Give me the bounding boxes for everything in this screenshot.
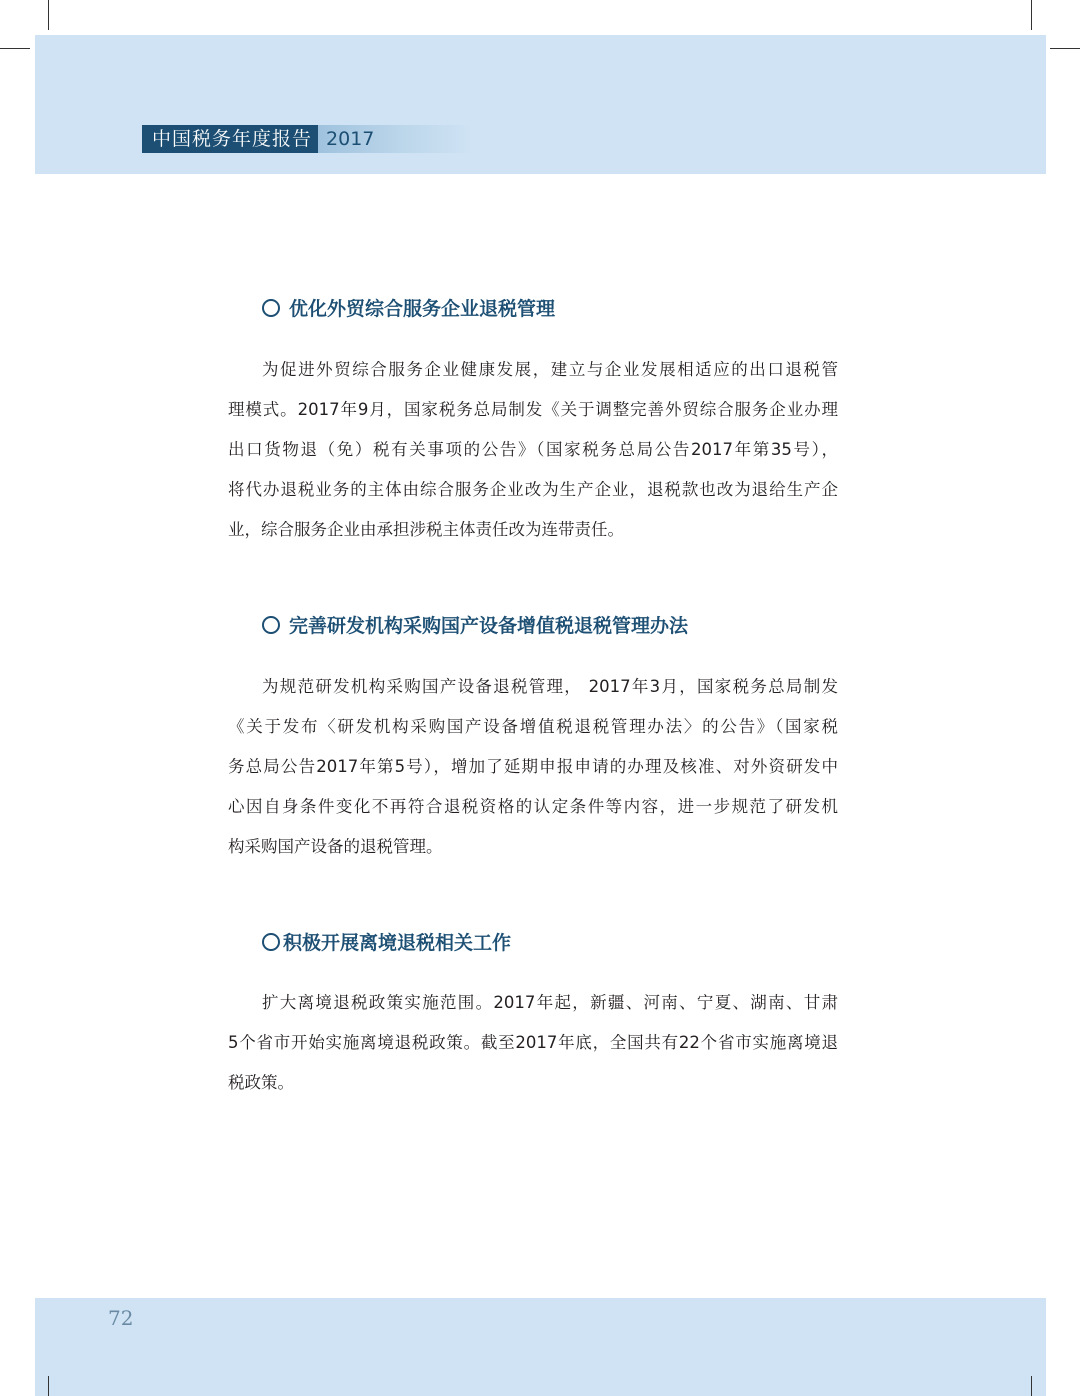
crop-mark [1050,48,1080,49]
paragraph-line: 扩大离境退税政策实施范围。2017年起，新疆、河南、宁夏、湖南、甘肃 [262,993,838,1012]
crop-mark [48,0,49,30]
paragraph-line: 为促进外贸综合服务企业健康发展，建立与企业发展相适应的出口退税管 [262,360,838,379]
paragraph-line: 将代办退税业务的主体由综合服务企业改为生产企业，退税款也改为退给生产企 [228,480,838,499]
paragraph-line: 出口货物退（免）税有关事项的公告》（国家税务总局公告2017年第35号）， [228,440,838,459]
section-heading [262,928,511,955]
section-heading-text: 完善研发机构采购国产设备增值税退税管理办法 [289,615,689,637]
crop-mark [48,1376,49,1396]
paragraph-line: 构采购国产设备的退税管理。 [228,837,443,856]
running-header [142,125,472,153]
section-paragraph [228,667,838,867]
report-title: 中国税务年度报告 [142,125,318,153]
paragraph-line: 为规范研发机构采购国产设备退税管理， 2017年3月，国家税务总局制发 [262,677,838,696]
section-heading [262,611,688,638]
paragraph-line: 理模式。2017年9月，国家税务总局制发《关于调整完善外贸综合服务企业办理 [228,400,838,419]
report-year: 2017 [318,125,472,153]
circle-bullet-icon [262,299,280,317]
section-paragraph [228,983,838,1103]
paragraph-line: 税政策。 [228,1073,294,1092]
crop-mark [0,48,30,49]
circle-bullet-icon [262,933,280,951]
paragraph-line: 业，综合服务企业由承担涉税主体责任改为连带责任。 [228,520,624,539]
paragraph-line: 心因自身条件变化不再符合退税资格的认定条件等内容，进一步规范了研发机 [228,797,838,816]
header-band [35,35,1046,174]
paragraph-line: 5个省市开始实施离境退税政策。截至2017年底，全国共有22个省市实施离境退 [228,1033,838,1052]
circle-bullet-icon [262,616,280,634]
section-paragraph [228,350,838,550]
page-number: 72 [108,1306,134,1330]
crop-mark [1031,1376,1032,1396]
footer-band [35,1298,1046,1396]
crop-mark [1031,0,1032,30]
section-heading-text: 优化外贸综合服务企业退税管理 [289,298,556,320]
section-heading-text: 积极开展离境退税相关工作 [283,932,512,954]
paragraph-line: 务总局公告2017年第5号），增加了延期申报申请的办理及核准、对外资研发中 [228,757,838,776]
section-heading [262,294,555,321]
paragraph-line: 《关于发布〈研发机构采购国产设备增值税退税管理办法〉的公告》（国家税 [228,717,838,736]
